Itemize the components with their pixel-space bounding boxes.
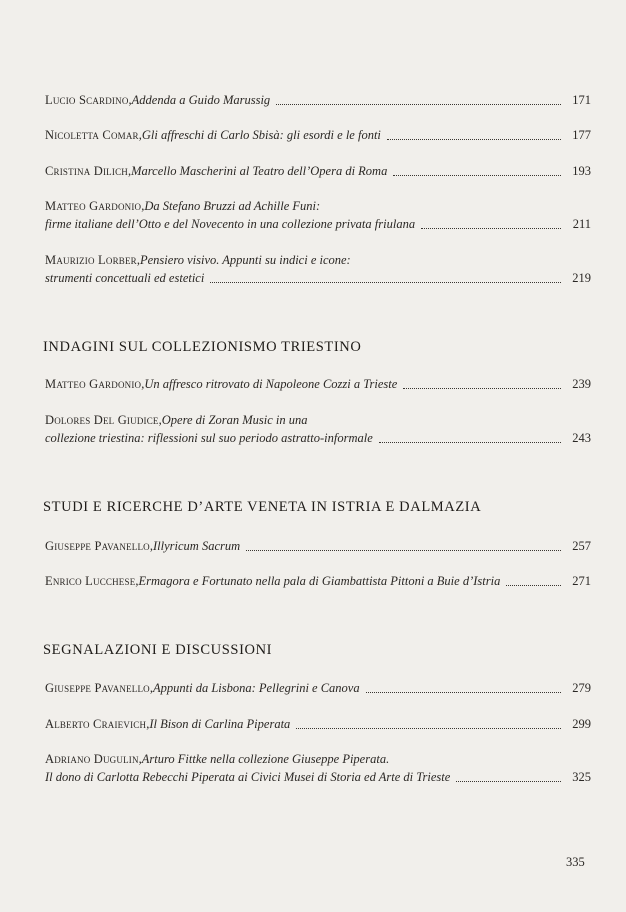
entry-title: Da Stefano Bruzzi ad Achille Funi: xyxy=(144,199,321,213)
entry-author: Matteo Gardonio xyxy=(45,377,142,391)
entry-title-cont: strumenti concettuali ed estetici xyxy=(45,271,205,285)
entry-title: Pensiero visivo. Appunti su indici e icone: xyxy=(140,253,351,267)
toc-entry: Matteo Gardonio , Un affresco ritrovato di Napoleone Cozzi a Trieste 239 xyxy=(45,377,591,391)
entry-page: 325 xyxy=(572,770,591,784)
entry-author: Lucio Scardino xyxy=(45,93,129,107)
toc-entry: Lucio Scardino , Addenda a Guido Marussig 171 xyxy=(45,93,591,107)
entry-author: Maurizio Lorber xyxy=(45,253,137,267)
entry-title: Il Bison di Carlina Piperata xyxy=(149,717,291,731)
entry-author: Alberto Craievich xyxy=(45,717,147,731)
leader-dots xyxy=(456,781,561,782)
entry-title: Addenda a Guido Marussig xyxy=(131,93,271,107)
entry-author: Dolores Del Giudice xyxy=(45,413,159,427)
entry-author: Matteo Gardonio xyxy=(45,199,142,213)
entry-author: Enrico Lucchese xyxy=(45,574,136,588)
entry-title: Ermagora e Fortunato nella pala di Giambattista Pittoni a Buie d’Istria xyxy=(138,574,501,588)
leader-dots xyxy=(379,442,561,443)
entry-title: Gli affreschi di Carlo Sbisà: gli esordi e le fonti xyxy=(141,128,381,142)
leader-dots xyxy=(210,282,561,283)
entry-author: Cristina Dilich xyxy=(45,164,128,178)
entry-page: 239 xyxy=(572,377,591,391)
entry-page: 257 xyxy=(572,539,591,553)
toc-entry: Maurizio Lorber , Pensiero visivo. Appunti su indici e icone: strumenti concettuali ed estetici 219 xyxy=(45,253,591,285)
entry-author: Giuseppe Pavanello xyxy=(45,539,150,553)
entry-page: 177 xyxy=(572,128,591,142)
leader-dots xyxy=(506,585,561,586)
entry-page: 271 xyxy=(572,574,591,588)
toc-entry: Enrico Lucchese , Ermagora e Fortunato nella pala di Giambattista Pittoni a Buie d’Istria 271 xyxy=(45,574,591,588)
entry-author: Giuseppe Pavanello xyxy=(45,681,150,695)
entry-title: Illyricum Sacrum xyxy=(153,539,241,553)
section-heading: STUDI E RICERCHE D’ARTE VENETA IN ISTRIA E DALMAZIA xyxy=(43,499,482,515)
entry-page: 299 xyxy=(572,717,591,731)
entry-title: Opere di Zoran Music in una xyxy=(161,413,308,427)
section-heading: INDAGINI SUL COLLEZIONISMO TRIESTINO xyxy=(43,339,362,355)
entry-page: 193 xyxy=(572,164,591,178)
leader-dots xyxy=(296,728,561,729)
entry-author: Adriano Dugulin xyxy=(45,752,139,766)
toc-entry: Alberto Craievich , Il Bison di Carlina Piperata 299 xyxy=(45,717,591,731)
leader-dots xyxy=(366,692,561,693)
toc-entry: Giuseppe Pavanello , Illyricum Sacrum 257 xyxy=(45,539,591,553)
leader-dots xyxy=(393,175,561,176)
folio-page-number: 335 xyxy=(566,855,585,869)
entry-page: 279 xyxy=(572,681,591,695)
leader-dots xyxy=(421,228,561,229)
entry-title: Arturo Fittke nella collezione Giuseppe Piperata. xyxy=(141,752,390,766)
toc-entry: Dolores Del Giudice , Opere di Zoran Music in una collezione triestina: riflessioni sul suo periodo astratto-informale 243 xyxy=(45,413,591,445)
entry-title: Appunti da Lisbona: Pellegrini e Canova xyxy=(153,681,360,695)
entry-page: 219 xyxy=(572,271,591,285)
leader-dots xyxy=(387,139,561,140)
entry-page: 243 xyxy=(572,431,591,445)
toc-entry: Matteo Gardonio , Da Stefano Bruzzi ad Achille Funi: firme italiane dell’Otto e del Novecento in una collezione privata friulana 211 xyxy=(45,199,591,231)
entry-page: 171 xyxy=(572,93,591,107)
toc-entry: Nicoletta Comar , Gli affreschi di Carlo Sbisà: gli esordi e le fonti 177 xyxy=(45,128,591,142)
entry-title-cont: Il dono di Carlotta Rebecchi Piperata ai Civici Musei di Storia ed Arte di Trieste xyxy=(45,770,451,784)
leader-dots xyxy=(246,550,561,551)
section-heading: SEGNALAZIONI E DISCUSSIONI xyxy=(43,642,273,658)
entry-author: Nicoletta Comar xyxy=(45,128,139,142)
entry-title-cont: collezione triestina: riflessioni sul suo periodo astratto-informale xyxy=(45,431,373,445)
entry-page: 211 xyxy=(572,217,591,231)
toc-entry: Cristina Dilich , Marcello Mascherini al Teatro dell’Opera di Roma 193 xyxy=(45,164,591,178)
leader-dots xyxy=(403,388,561,389)
toc-entry: Adriano Dugulin , Arturo Fittke nella collezione Giuseppe Piperata. Il dono di Carlotta Rebecchi Piperata ai Civici Musei di Storia ed Arte di Trieste 325 xyxy=(45,752,591,784)
entry-title: Marcello Mascherini al Teatro dell’Opera di Roma xyxy=(131,164,388,178)
toc-entry: Giuseppe Pavanello , Appunti da Lisbona: Pellegrini e Canova 279 xyxy=(45,681,591,695)
entry-title: Un affresco ritrovato di Napoleone Cozzi a Trieste xyxy=(144,377,398,391)
entry-title-cont: firme italiane dell’Otto e del Novecento in una collezione privata friulana xyxy=(45,217,416,231)
leader-dots xyxy=(276,104,561,105)
